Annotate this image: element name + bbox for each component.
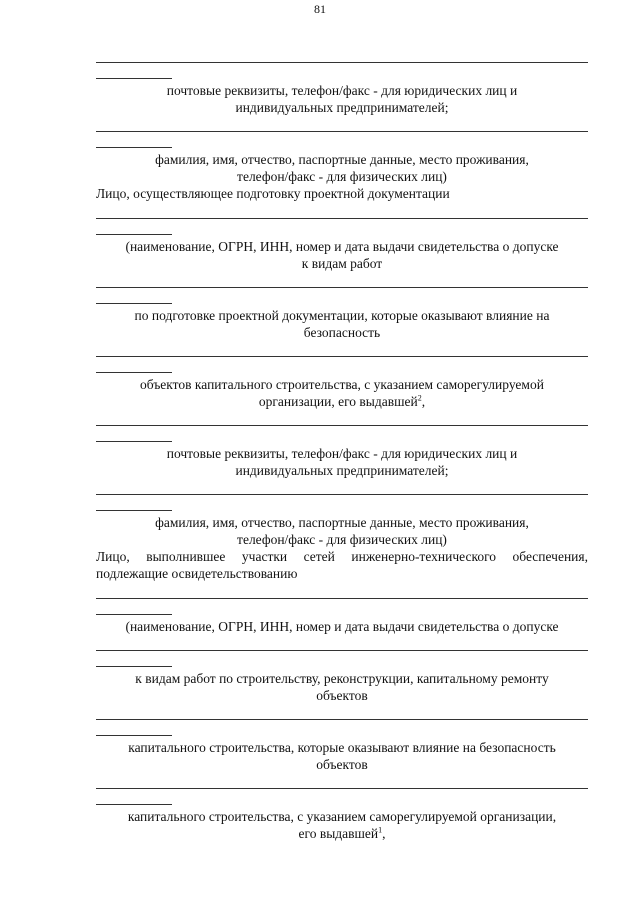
short-line [96, 666, 172, 667]
field-hint: (наименование, ОГРН, ИНН, номер и дата выдачи свидетельства о допуске к видам работ [125, 239, 559, 271]
short-line [96, 147, 172, 148]
input-line[interactable] [96, 788, 588, 789]
section-label: Лицо, осуществляющее подготовку проектной документации [96, 186, 450, 201]
input-line[interactable] [96, 598, 588, 599]
input-line[interactable] [96, 62, 588, 63]
short-line [96, 78, 172, 79]
input-line[interactable] [96, 218, 588, 219]
input-line[interactable] [96, 719, 588, 720]
field-hint: к видам работ по строительству, реконструкции, капитальному ремонту объектов [135, 671, 549, 703]
field-hint: фамилия, имя, отчество, паспортные данные, место проживания, телефон/факс - для физических лиц) [155, 515, 529, 547]
input-line[interactable] [96, 650, 588, 651]
field-hint: по подготовке проектной документации, которые оказывают влияние на безопасность [134, 308, 550, 340]
section-label: Лицо, выполнившее участки сетей инженерно-технического обеспечения, подлежащие освидетельствованию [96, 549, 588, 581]
short-line [96, 234, 172, 235]
field-hint: объектов капитального строительства, с указанием саморегулируемой организации, его выдавшей$^2$, [140, 377, 544, 409]
short-line [96, 372, 172, 373]
short-line [96, 804, 172, 805]
footnote-ref: 1 [378, 825, 383, 835]
input-line[interactable] [96, 425, 588, 426]
input-line[interactable] [96, 356, 588, 357]
footnote-ref: 2 [417, 393, 422, 403]
short-line [96, 614, 172, 615]
field-hint: почтовые реквизиты, телефон/факс - для юридических лиц и индивидуальных предпринимателей; [166, 446, 518, 478]
field-hint: капитального строительства, с указанием саморегулируемой организации, его выдавшей$^1$, [127, 809, 557, 841]
input-line[interactable] [96, 131, 588, 132]
short-line [96, 510, 172, 511]
input-line[interactable] [96, 287, 588, 288]
input-line[interactable] [96, 494, 588, 495]
page-number: 81 [314, 2, 326, 16]
short-line [96, 303, 172, 304]
field-hint: фамилия, имя, отчество, паспортные данные, место проживания, телефон/факс - для физических лиц) [155, 152, 529, 184]
short-line [96, 441, 172, 442]
field-hint: почтовые реквизиты, телефон/факс - для юридических лиц и индивидуальных предпринимателей; [166, 83, 518, 115]
field-hint: капитального строительства, которые оказывают влияние на безопасность объектов [128, 740, 556, 772]
short-line [96, 735, 172, 736]
field-hint: (наименование, ОГРН, ИНН, номер и дата выдачи свидетельства о допуске [125, 619, 559, 634]
